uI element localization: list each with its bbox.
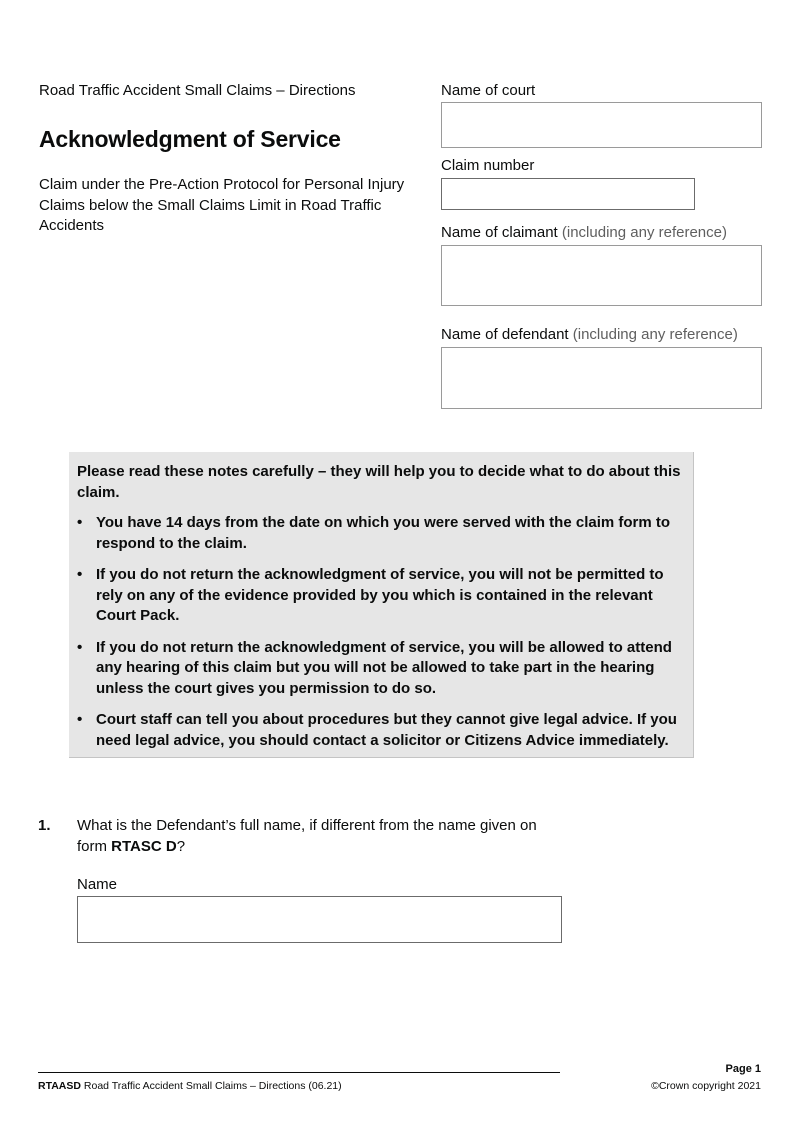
form-description: Claim under the Pre-Action Protocol for Personal Injury Claims below the Small Claims Limit in Road Traffic Accidents [39, 176, 405, 234]
question-text-before: What is the Defendant’s full name, if different from the name given on form [77, 817, 537, 855]
court-name-label: Name of court [441, 82, 536, 99]
page-title: Acknowledgment of Service [39, 126, 341, 152]
footer-form-reference [38, 1079, 342, 1093]
claimant-hint: (including any reference) [561, 224, 727, 241]
footer-form-title: Road Traffic Accident Small Claims – Directions (06.21) [80, 1080, 342, 1092]
notes-item [77, 638, 687, 700]
defendant-full-name-label: Name [77, 876, 118, 893]
copyright-notice: ©Crown copyright 2021 [651, 1080, 761, 1092]
form-reference: RTASC D [111, 837, 177, 855]
claimant-label-text: Name of claimant [441, 224, 558, 241]
footer-divider [38, 1072, 560, 1073]
defendant-name-label [441, 325, 738, 345]
bullet-icon: • [77, 711, 83, 728]
question-number: 1. [38, 817, 51, 834]
court-name-field[interactable] [441, 102, 762, 148]
defendant-label-text: Name of defendant [441, 326, 569, 343]
defendant-full-name-field[interactable] [77, 896, 562, 943]
bullet-icon: • [77, 566, 83, 583]
notes-item-text: If you do not return the acknowledgment of service, you will be allowed to attend any hearing of this claim but you will not be allowed to take part in the hearing unless the court gives you permission to do so. [96, 638, 672, 697]
notes-heading: Please read these notes carefully – they will help you to decide what to do about this claim. [77, 463, 681, 501]
question-text [77, 816, 567, 857]
notes-item-text: If you do not return the acknowledgment of service, you will not be permitted to rely on any of the evidence provided by you which is contained in the relevant Court Pack. [96, 566, 664, 624]
notes-list [77, 513, 687, 751]
notes-item-text: Court staff can tell you about procedures but they cannot give legal advice. If you need legal advice, you should contact a solicitor or Citizens Advice immediately. [96, 711, 677, 749]
claim-number-field[interactable] [441, 178, 695, 210]
claim-number-label: Claim number [441, 157, 535, 174]
footer-form-code: RTAASD [38, 1080, 81, 1092]
notes-item [77, 513, 687, 554]
bullet-icon: • [77, 638, 83, 656]
bullet-icon: • [77, 514, 83, 531]
page-number: Page 1 [725, 1063, 761, 1075]
defendant-name-field[interactable] [441, 347, 762, 409]
notes-item [77, 565, 687, 627]
notes-item-text: You have 14 days from the date on which you were served with the claim form to respond to the claim. [96, 514, 671, 552]
defendant-hint: (including any reference) [572, 326, 738, 343]
form-subtitle: Road Traffic Accident Small Claims – Directions [39, 82, 356, 99]
claimant-name-field[interactable] [441, 245, 762, 306]
claimant-name-label [441, 223, 727, 243]
notes-box [69, 452, 694, 758]
notes-item [77, 710, 687, 751]
question-text-after: ? [176, 837, 186, 855]
